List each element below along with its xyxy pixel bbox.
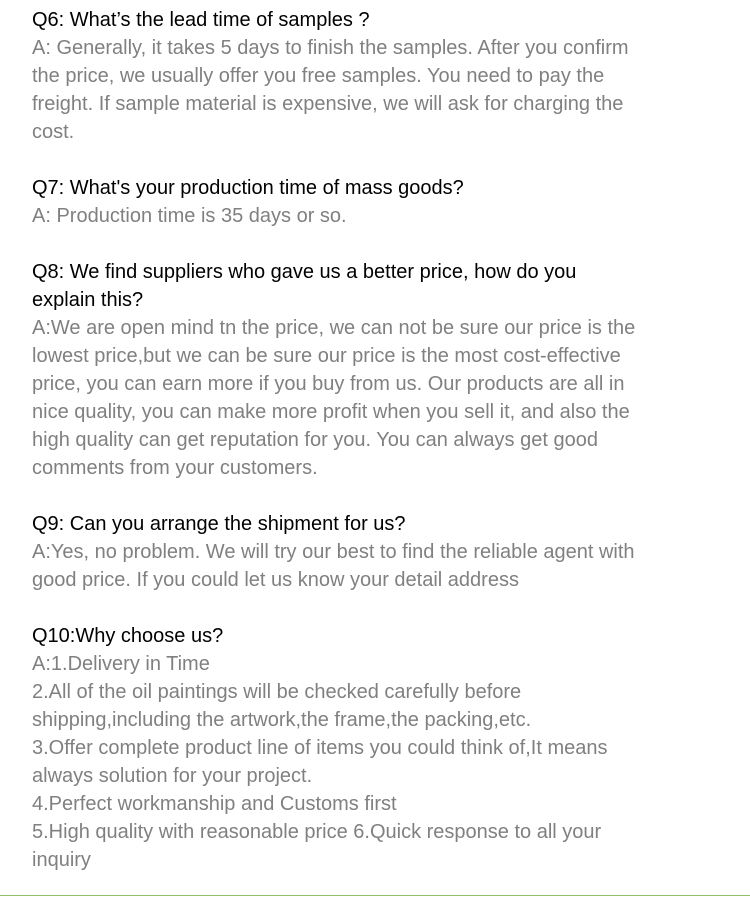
- faq-list: [32, 6, 732, 902]
- bottom-divider: [0, 895, 750, 896]
- faq-question: Q8: We find suppliers who gave us a better price, how do you explain this?: [32, 261, 577, 311]
- faq-item-q7: [32, 174, 732, 230]
- faq-answer: A:We are open mind tn the price, we can not be sure our price is the lowest price,but we can be sure our price is the most cost-effective price, you can earn more if you buy from us. Our products are all in nice quality, you can make more profit when you sell it, and also the high quality can get reputation for you. You can always get good comments from your customers.: [32, 317, 636, 479]
- faq-item-q10: [32, 622, 732, 874]
- faq-item-q9: [32, 510, 732, 594]
- faq-question: Q10:Why choose us?: [32, 625, 224, 647]
- faq-answer: A: Production time is 35 days or so.: [32, 205, 347, 227]
- faq-item-q8: [32, 258, 732, 482]
- faq-item-q6: [32, 6, 732, 146]
- faq-question: Q7: What's your production time of mass goods?: [32, 177, 464, 199]
- faq-answer: A:Yes, no problem. We will try our best to find the reliable agent with good price. If you could let us know your detail address: [32, 541, 635, 591]
- faq-question: Q6: What’s the lead time of samples ?: [32, 9, 370, 31]
- faq-answer: A:1.Delivery in Time 2.All of the oil paintings will be checked carefully before shipping,including the artwork,the frame,the packing,etc. 3.Offer complete product line of items you could think of,It means always solution for your project. 4.Perfect workmanship and Customs first 5.High quality with reasonable price 6.Quick response to all your inquiry: [32, 653, 608, 871]
- faq-answer: A: Generally, it takes 5 days to finish the samples. After you confirm the price, we usually offer you free samples. You need to pay the freight. If sample material is expensive, we will ask for charging the cost.: [32, 37, 629, 143]
- faq-question: Q9: Can you arrange the shipment for us?: [32, 513, 406, 535]
